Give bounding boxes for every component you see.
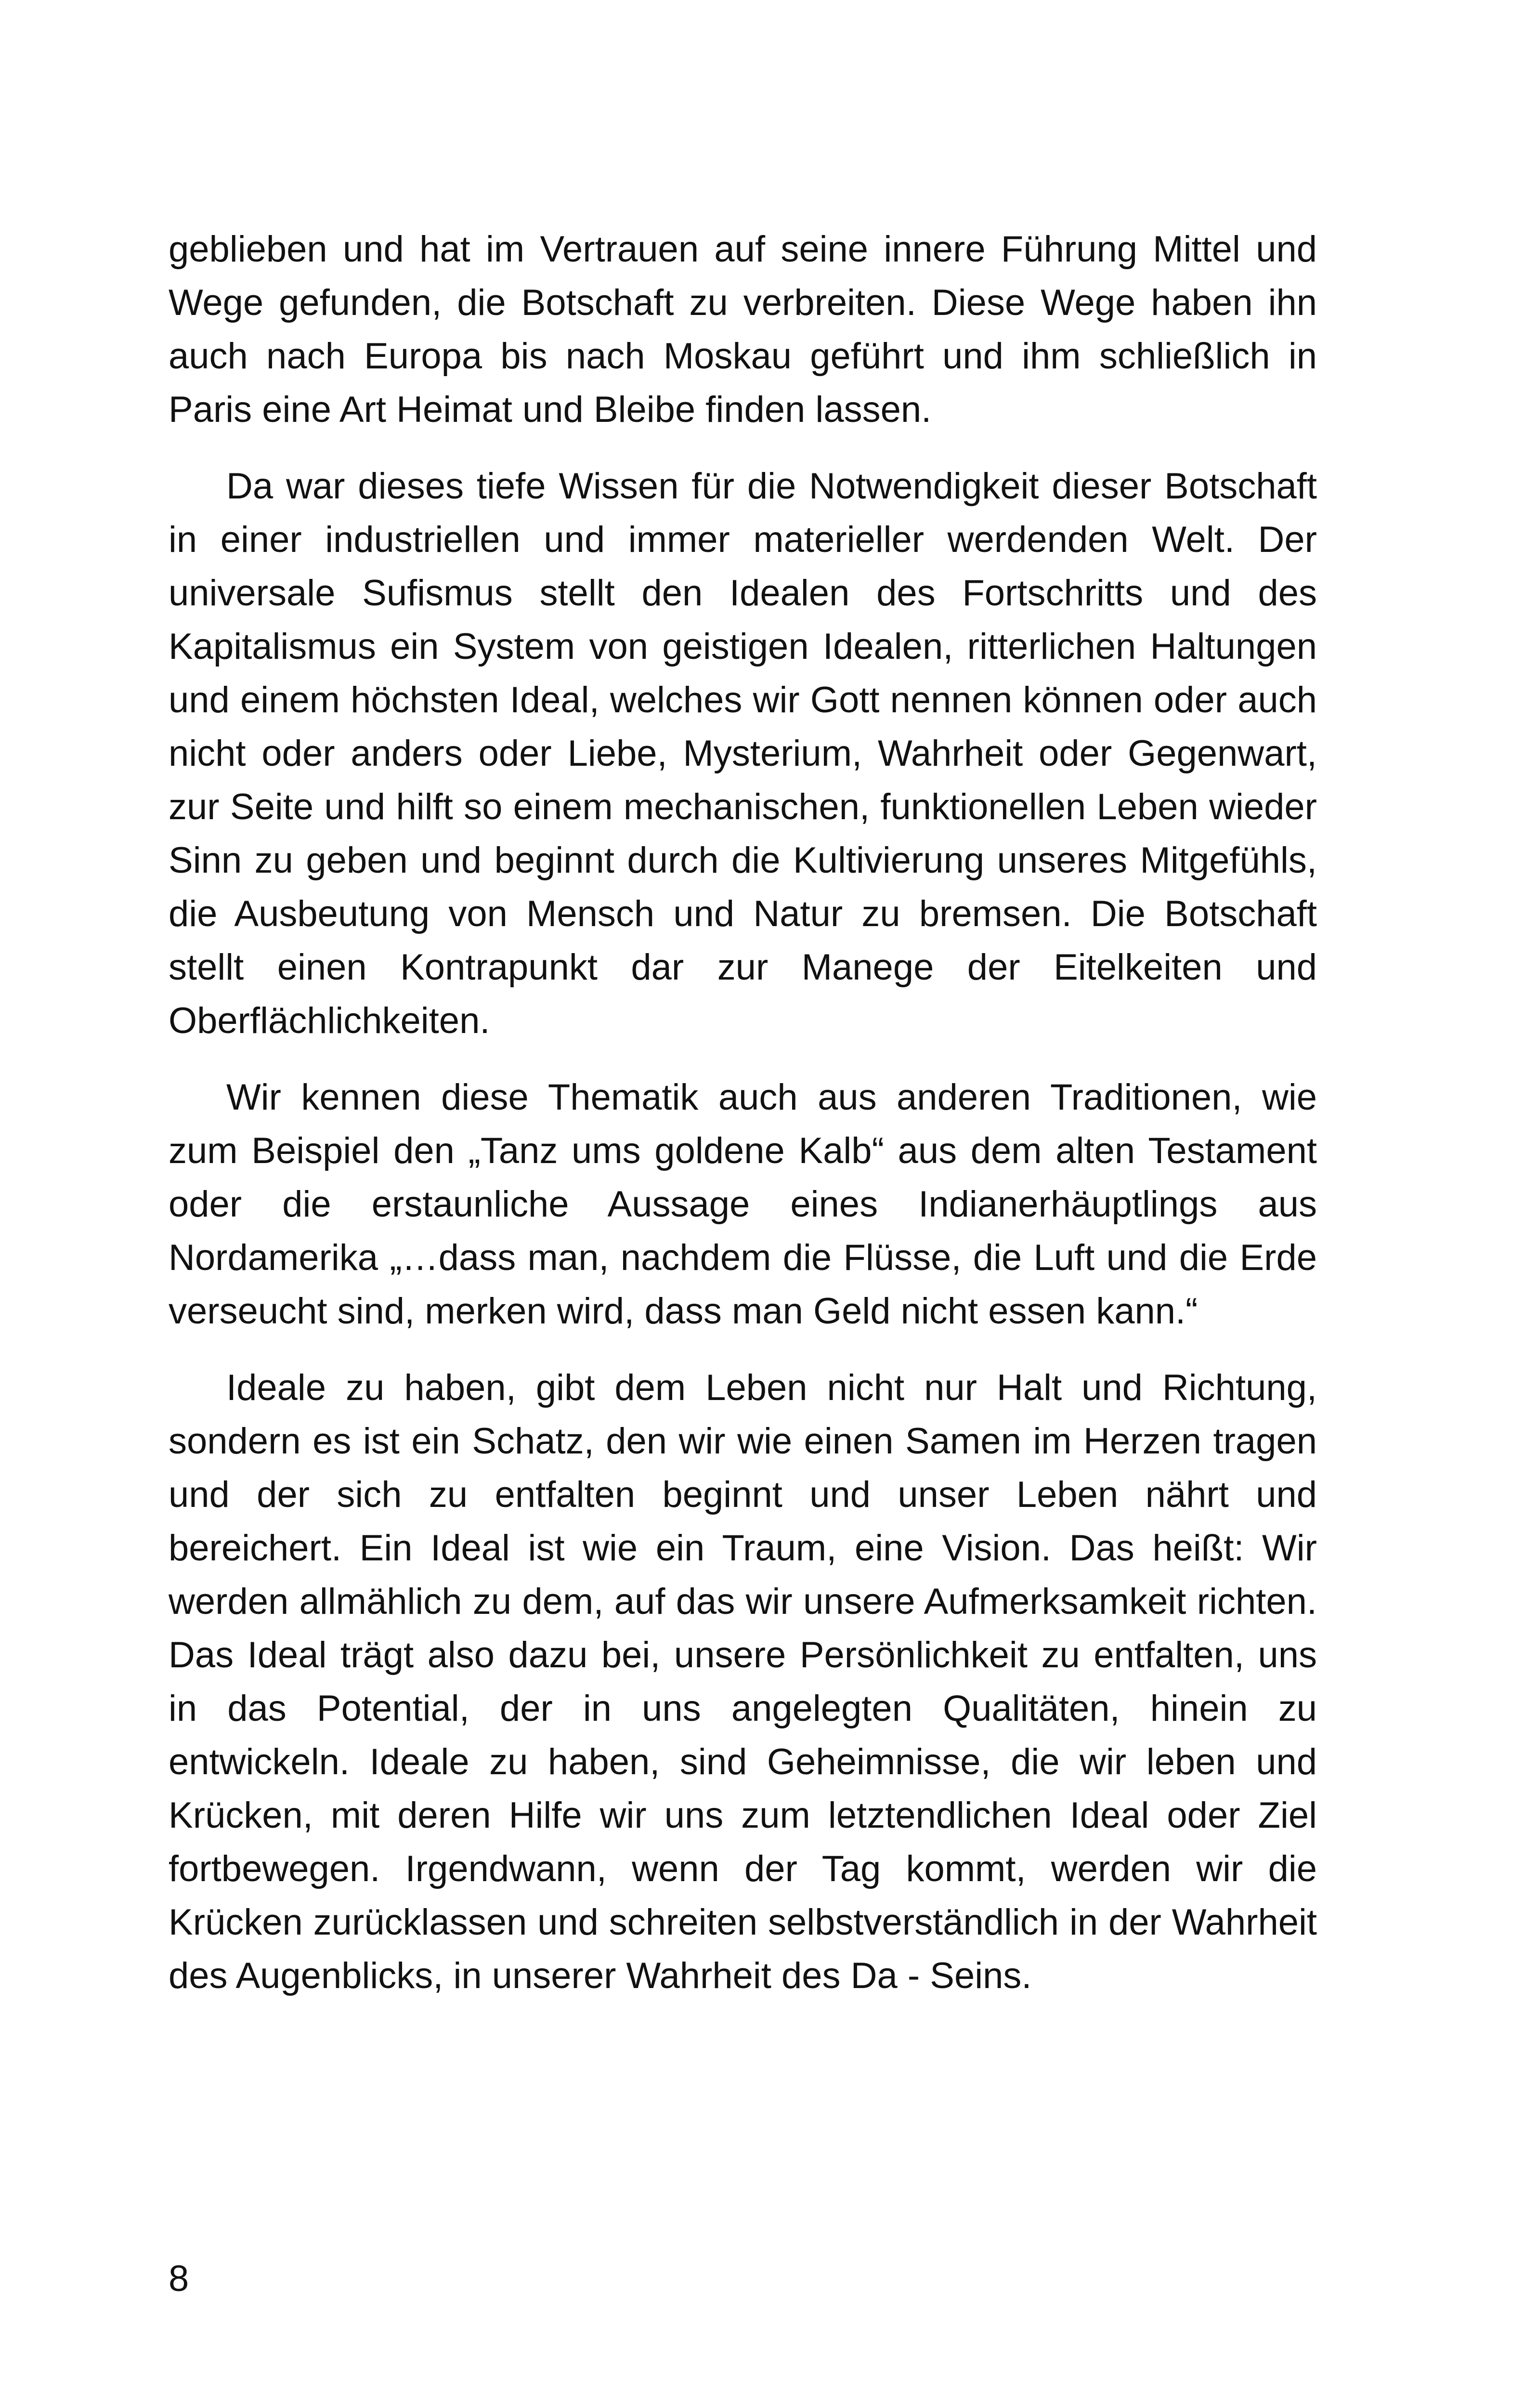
paragraph-1: geblieben und hat im Vertrauen auf seine innere Führung Mittel und Wege gefunden, die Botschaft zu verbreiten. Diese Wege haben ihn auch nach Europa bis nach Moskau geführt und ihm schließlich in Paris eine Art Heimat und Bleibe finden lassen.	[169, 229, 1317, 430]
page-number: 8	[169, 2258, 189, 2299]
paragraph-3: Wir kennen diese Thematik auch aus anderen Traditionen, wie zum Beispiel den „Tanz ums goldene Kalb“ aus dem alten Testament oder die erstaunliche Aussage eines Indianerhäuptlings aus Nordamerika „…dass man, nachdem die Flüsse, die Luft und die Erde verseucht sind, merken wird, dass man Geld nicht essen kann.“	[169, 1077, 1317, 1332]
paragraph-2: Da war dieses tiefe Wissen für die Notwendigkeit dieser Botschaft in einer industriellen und immer materieller werdenden Welt. Der universale Sufismus stellt den Idealen des Fortschritts und des Kapitalismus ein System von geistigen Idealen, ritterlichen Haltungen und einem höchsten Ideal, welches wir Gott nennen können oder auch nicht oder anders oder Liebe, Mysterium, Wahrheit oder Gegenwart, zur Seite und hilft so einem mechanischen, funktionellen Leben wieder Sinn zu geben und beginnt durch die Kultivierung unseres Mitgefühls, die Ausbeutung von Mensch und Natur zu bremsen. Die Botschaft stellt einen Kontrapunkt dar zur Manege der Eitelkeiten und Oberflächlichkeiten.	[169, 466, 1317, 1041]
body-text	[169, 222, 1317, 2026]
paragraph-4: Ideale zu haben, gibt dem Leben nicht nur Halt und Richtung, sondern es ist ein Schatz, den wir wie einen Samen im Herzen tragen und der sich zu entfalten beginnt und unser Leben nährt und bereichert. Ein Ideal ist wie ein Traum, eine Vision. Das heißt: Wir werden allmählich zu dem, auf das wir unsere Aufmerksamkeit richten. Das Ideal trägt also dazu bei, unsere Persönlichkeit zu entfalten, uns in das Potential, der in uns angelegten Qualitäten, hinein zu entwickeln. Ideale zu haben, sind Geheimnisse, die wir leben und Krücken, mit deren Hilfe wir uns zum letztendlichen Ideal oder Ziel fortbewegen. Irgendwann, wenn der Tag kommt, werden wir die Krücken zurücklassen und schreiten selbstverständlich in der Wahrheit des Augenblicks, in unserer Wahrheit des Da - Seins.	[169, 1367, 1317, 1996]
